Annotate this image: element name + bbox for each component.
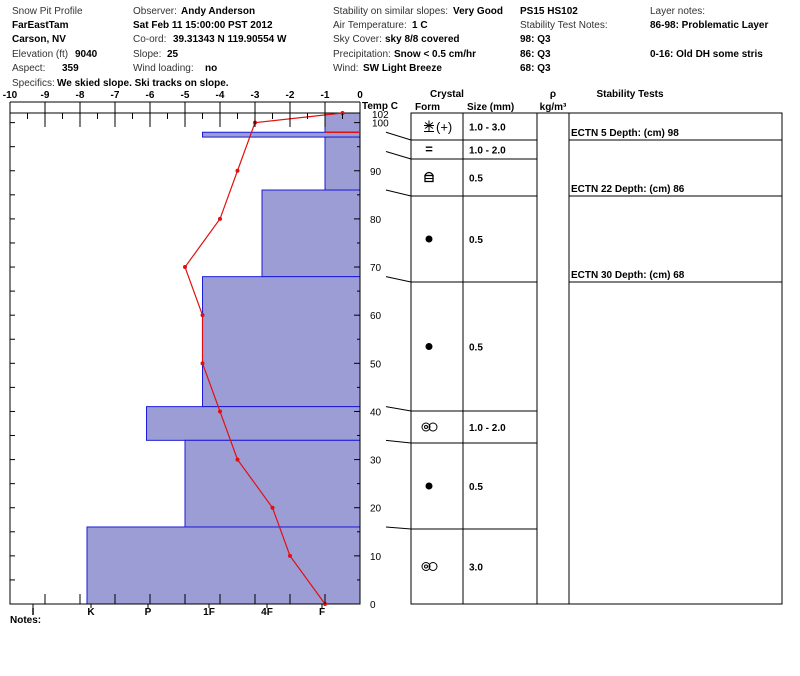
- stability-test: ECTN 30 Depth: (cm) 68: [571, 270, 685, 281]
- rounded-grains-icon: [426, 483, 433, 490]
- temp-tick-label: -6: [145, 90, 155, 101]
- wind-label: Wind:: [333, 63, 359, 74]
- temp-tick-label: -9: [40, 90, 50, 101]
- crystal-header: Crystal: [430, 89, 464, 100]
- rounded-grain-dot: [426, 483, 433, 490]
- observer-label: Observer:: [133, 6, 177, 17]
- height-tick-label: 20: [370, 503, 382, 515]
- temperature-point: [218, 409, 222, 413]
- aspect-value: 359: [62, 63, 79, 74]
- temp-tick-label: -1: [320, 90, 330, 101]
- temp-tick-label: -8: [75, 90, 85, 101]
- layer-note: 86-98: Problematic Layer: [650, 20, 769, 31]
- layer-connector: [386, 132, 411, 140]
- temp-tick-label: -2: [285, 90, 295, 101]
- melt-inner: [425, 426, 428, 429]
- air-temp-value: 1 C: [412, 20, 428, 31]
- profile-title: Snow Pit Profile: [12, 6, 83, 17]
- temperature-point: [183, 265, 187, 269]
- layer-connector: [386, 407, 411, 411]
- specifics-label: Specifics:: [12, 78, 55, 89]
- temperature-point: [201, 361, 205, 365]
- height-tick-label: 60: [370, 311, 382, 323]
- melt-forms-icon: [422, 563, 437, 571]
- stability-note: 68: Q3: [520, 63, 551, 74]
- melt-inner: [425, 565, 428, 568]
- density-unit: kg/m³: [539, 102, 567, 113]
- sky-label: Sky Cover:: [333, 34, 382, 45]
- height-tick-label: 0: [370, 600, 376, 611]
- temperature-point: [236, 169, 240, 173]
- layer-size: 1.0 - 3.0: [469, 122, 506, 134]
- temp-axis-title: Temp C: [362, 101, 398, 112]
- temperature-point: [271, 506, 275, 510]
- slope-label: Slope:: [133, 49, 162, 60]
- melt-forms-icon: [422, 423, 437, 431]
- hardness-bar: [325, 137, 360, 190]
- height-tick-label: 40: [370, 407, 382, 419]
- layer-connector: [386, 190, 411, 196]
- faceted-rounded-icon: [425, 173, 433, 182]
- slope-value: 25: [167, 49, 179, 60]
- hardness-label: 1F: [203, 607, 215, 618]
- precip-label: Precipitation:: [333, 49, 391, 60]
- form-header: Form: [415, 102, 440, 113]
- temp-tick-label: -7: [110, 90, 120, 101]
- temp-tick-label: -5: [180, 90, 190, 101]
- height-tick-label: 90: [370, 166, 382, 178]
- hardness-label: I: [31, 607, 35, 618]
- temp-tick-label: -3: [250, 90, 260, 101]
- rounded-grains-icon: [426, 343, 433, 350]
- temp-tick-label: -10: [2, 90, 18, 101]
- layer-size: 3.0: [469, 562, 483, 574]
- temp-tick-label: 0: [357, 90, 363, 101]
- wind-loading-label: Wind loading:: [133, 63, 194, 74]
- precip-symbol-text: (+): [436, 119, 453, 135]
- ps-hs: PS15 HS102: [520, 6, 578, 17]
- stability-value: Very Good: [453, 6, 504, 17]
- air-temp-label: Air Temperature:: [333, 20, 407, 31]
- stability-label: Stability on similar slopes:: [333, 6, 449, 17]
- rounded-grains-icon: [426, 236, 433, 243]
- layer-size: 1.0 - 2.0: [469, 145, 506, 157]
- notes-label: Notes:: [10, 615, 42, 626]
- coord-label: Co-ord:: [133, 34, 167, 45]
- layer-connector: [386, 152, 411, 159]
- height-tick-label: 10: [370, 551, 382, 563]
- coord-value: 39.31343 N 119.90554 W: [173, 34, 287, 45]
- temperature-point: [201, 313, 205, 317]
- pit-name: FarEastTam: [12, 20, 69, 31]
- stability-note: 86: Q3: [520, 49, 551, 60]
- layer-connector: [386, 277, 411, 282]
- rounded-grain-dot: [426, 236, 433, 243]
- size-header: Size (mm): [467, 102, 515, 113]
- density-symbol: ρ: [549, 89, 557, 100]
- hardness-label: 4F: [261, 607, 273, 618]
- hardness-label: K: [87, 607, 95, 618]
- stability-test: ECTN 22 Depth: (cm) 86: [571, 184, 685, 195]
- elevation-label: Elevation (ft): [12, 49, 69, 60]
- layer-size: 0.5: [469, 482, 483, 493]
- layer-notes-label: Layer notes:: [650, 6, 706, 17]
- stability-header: Stability Tests: [596, 89, 664, 100]
- hardness-profile: [87, 113, 360, 604]
- rounded-grain-dot: [426, 343, 433, 350]
- height-tick-label: 70: [370, 263, 382, 275]
- stability-note: 98: Q3: [520, 34, 551, 45]
- layer-note: 0-16: Old DH some stris: [650, 49, 763, 60]
- layer-size: 0.5: [469, 342, 483, 354]
- temperature-point: [236, 458, 240, 462]
- hardness-label: P: [144, 607, 152, 618]
- hardness-bar: [185, 440, 360, 527]
- observer-value: Andy Anderson: [181, 6, 256, 17]
- wind-value: SW Light Breeze: [363, 63, 442, 74]
- precip-value: Snow < 0.5 cm/hr: [394, 49, 476, 60]
- aspect-label: Aspect:: [12, 63, 46, 74]
- layer-size: 1.0 - 2.0: [469, 423, 506, 434]
- temperature-point: [288, 554, 292, 558]
- layer-size: 0.5: [469, 235, 483, 246]
- height-tick-label: 80: [370, 214, 382, 226]
- decomposing-fragments-icon: [425, 142, 433, 157]
- stability-test: ECTN 5 Depth: (cm) 98: [571, 128, 679, 139]
- stability-notes-label: Stability Test Notes:: [520, 20, 608, 31]
- hardness-bar: [203, 277, 361, 407]
- hardness-bar: [262, 190, 360, 277]
- temp-tick-label: -4: [215, 90, 225, 101]
- wind-loading-value: no: [205, 63, 218, 74]
- hardness-bar: [87, 527, 360, 604]
- layer-connector: [386, 440, 411, 443]
- specifics-value: We skied slope. Ski tracks on slope.: [57, 78, 229, 89]
- precip-particles-icon: [424, 120, 452, 135]
- height-tick-label: 30: [370, 455, 382, 467]
- layer-connector: [386, 527, 411, 529]
- temperature-point: [218, 217, 222, 221]
- hardness-label: F: [318, 607, 326, 618]
- layer-size: 0.5: [469, 173, 483, 185]
- fragments-symbol: =: [425, 141, 433, 157]
- layer-table: [386, 89, 782, 604]
- hardness-bar: [147, 407, 361, 441]
- height-top-label: 102: [372, 110, 389, 121]
- height-tick-label: 50: [370, 359, 382, 371]
- height-tick-label: 100: [372, 118, 389, 130]
- sky-value: sky 8/8 covered: [385, 34, 460, 45]
- observation-date: Sat Feb 11 15:00:00 PST 2012: [133, 20, 273, 31]
- pit-location: Carson, NV: [12, 34, 66, 45]
- elevation-value: 9040: [75, 49, 98, 60]
